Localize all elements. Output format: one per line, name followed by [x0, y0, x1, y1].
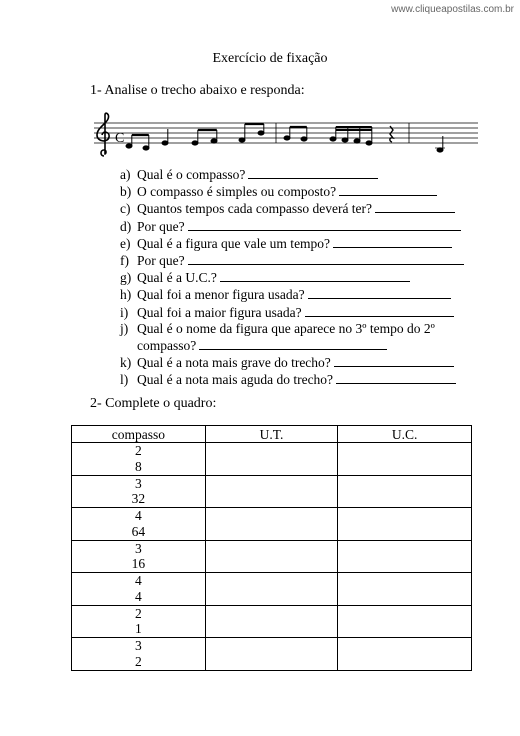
answer-line[interactable] [248, 166, 378, 179]
item-label: j) [120, 320, 129, 336]
question-2-heading: 2- Complete o quadro: [90, 396, 217, 411]
table-header-row [72, 426, 472, 443]
music-staff [92, 112, 480, 162]
compasso-cell [72, 638, 206, 671]
fraction-bottom: 64 [131, 523, 146, 539]
ut-answer-cell[interactable] [205, 475, 338, 508]
item-label: e) [120, 235, 131, 251]
question-j [120, 321, 464, 337]
watermark: www.cliqueapostilas.com.br [391, 4, 514, 15]
question-i [120, 304, 464, 321]
uc-answer-cell[interactable] [338, 573, 472, 606]
item-text: Qual é a nota mais aguda do trecho? [137, 372, 334, 388]
answer-line[interactable] [188, 218, 461, 231]
item-text: Qual foi a maior figura usada? [137, 304, 302, 320]
item-text: compasso? [137, 338, 197, 354]
question-e [120, 235, 464, 252]
question-g [120, 269, 464, 286]
fraction-bottom: 4 [134, 588, 142, 604]
ut-answer-cell[interactable] [205, 638, 338, 671]
question-j-continued [120, 337, 464, 354]
item-label: b) [120, 184, 132, 200]
time-signature: C [115, 131, 125, 146]
ut-answer-cell[interactable] [205, 605, 338, 638]
ut-answer-cell[interactable] [205, 443, 338, 476]
compasso-cell [72, 573, 206, 606]
item-label: l) [120, 372, 129, 388]
answer-line[interactable] [199, 337, 387, 350]
question-b [120, 183, 464, 200]
answer-line[interactable] [336, 371, 456, 384]
question-d [120, 218, 464, 235]
uc-answer-cell[interactable] [338, 508, 472, 541]
question-k [120, 354, 464, 371]
item-text: Qual é a nota mais grave do trecho? [137, 355, 331, 371]
ut-answer-cell[interactable] [205, 573, 338, 606]
answer-line[interactable] [220, 269, 410, 282]
question-list [120, 166, 464, 389]
compasso-cell [72, 508, 206, 541]
ut-answer-cell[interactable] [205, 508, 338, 541]
answer-line[interactable] [188, 252, 464, 265]
question-l [120, 371, 464, 388]
table-row [72, 540, 472, 573]
fraction-top: 3 [134, 638, 142, 654]
column-header-ut: U.T. [205, 426, 338, 443]
uc-answer-cell[interactable] [338, 638, 472, 671]
question-h [120, 286, 464, 303]
fraction-top: 2 [134, 605, 142, 621]
item-text: Qual foi a menor figura usada? [137, 287, 305, 303]
table-row [72, 573, 472, 606]
fraction-top: 3 [134, 475, 142, 491]
item-text: Por que? [137, 218, 185, 234]
uc-answer-cell[interactable] [338, 605, 472, 638]
time-signature-table [71, 425, 472, 671]
compasso-cell [72, 605, 206, 638]
page-title: Exercício de fixação [212, 51, 328, 66]
table-row [72, 638, 472, 671]
item-text: Qual é a figura que vale um tempo? [137, 235, 331, 251]
compasso-cell [72, 475, 206, 508]
item-label: a) [120, 167, 131, 182]
uc-answer-cell[interactable] [338, 443, 472, 476]
item-text: Qual é a U.C.? [137, 270, 217, 286]
question-f [120, 252, 464, 269]
ut-answer-cell[interactable] [205, 540, 338, 573]
item-label: g) [120, 270, 132, 286]
uc-answer-cell[interactable] [338, 475, 472, 508]
column-header-uc: U.C. [338, 426, 472, 443]
fraction-bottom: 1 [134, 621, 142, 637]
answer-line[interactable] [308, 286, 451, 299]
table-row [72, 443, 472, 476]
compasso-cell [72, 540, 206, 573]
item-label: h) [120, 287, 132, 303]
answer-line[interactable] [334, 354, 454, 367]
item-text: O compasso é simples ou composto? [137, 184, 337, 200]
item-label: c) [120, 201, 131, 217]
answer-line[interactable] [339, 183, 437, 196]
fraction-bottom: 16 [131, 556, 146, 572]
table-row [72, 605, 472, 638]
item-text: Qual é o compasso? [137, 167, 246, 182]
fraction-top: 3 [134, 540, 142, 556]
treble-clef-icon [97, 113, 109, 156]
answer-line[interactable] [305, 304, 454, 317]
fraction-top: 4 [134, 508, 142, 524]
fraction-top: 4 [134, 573, 142, 589]
column-header-compasso: compasso [72, 426, 206, 443]
table-row [72, 475, 472, 508]
question-1-heading: 1- Analise o trecho abaixo e responda: [90, 83, 305, 98]
fraction-top: 2 [134, 443, 142, 459]
item-label: k) [120, 355, 132, 371]
answer-line[interactable] [375, 200, 455, 213]
item-text: Por que? [137, 253, 185, 269]
fraction-bottom: 32 [131, 491, 146, 507]
answer-line[interactable] [333, 235, 452, 248]
item-label: d) [120, 218, 132, 234]
fraction-bottom: 2 [134, 653, 142, 669]
question-c [120, 200, 464, 217]
item-label: f) [120, 253, 129, 269]
item-text: Quantos tempos cada compasso deverá ter? [137, 201, 373, 217]
uc-answer-cell[interactable] [338, 540, 472, 573]
table-row [72, 508, 472, 541]
item-label: i) [120, 304, 129, 320]
compasso-cell [72, 443, 206, 476]
fraction-bottom: 8 [134, 458, 142, 474]
question-a [120, 166, 464, 183]
item-text: Qual é o nome da figura que aparece no 3º tempo do 2º [137, 320, 435, 336]
